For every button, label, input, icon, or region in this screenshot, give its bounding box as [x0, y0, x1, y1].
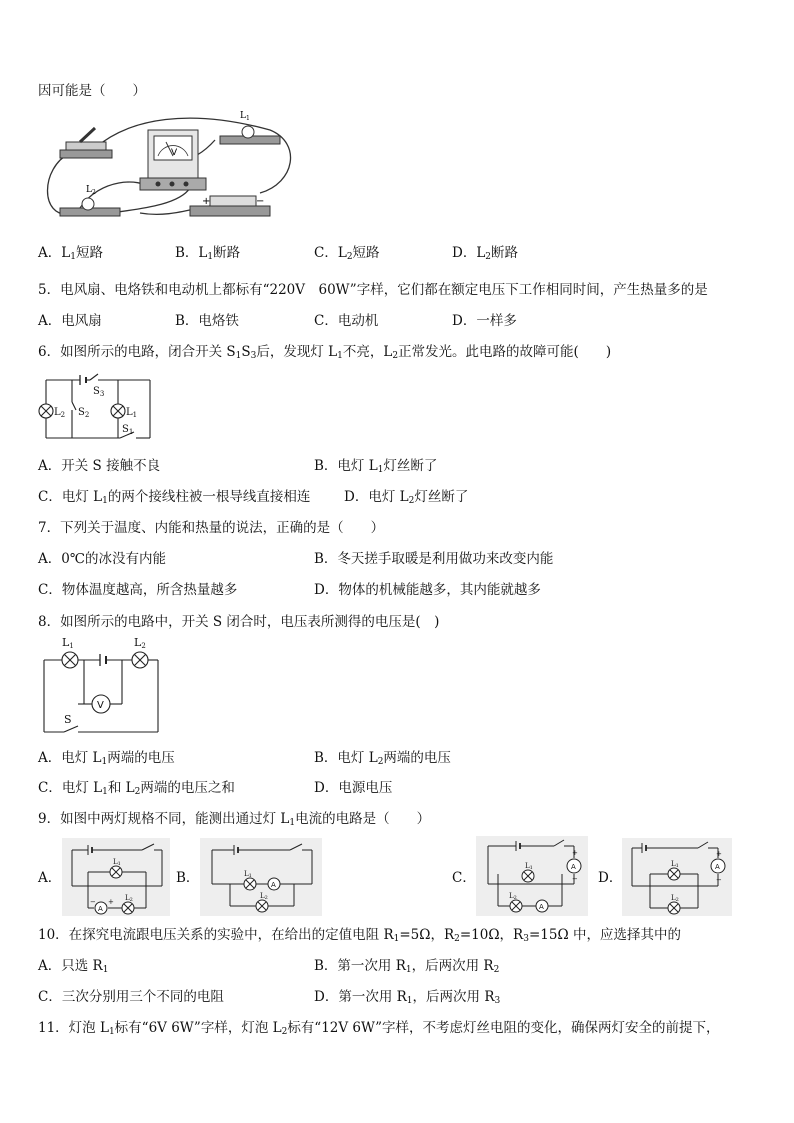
lamp-l1-symbol: [62, 652, 78, 668]
q7-option-b[interactable]: B．冬天搓手取暖是利用做功来改变内能: [314, 551, 554, 567]
svg-text:S2: $S_2$: [78, 407, 90, 419]
q8-option-c[interactable]: C．电灯 $L_1$和 $L_2$两端的电压之和: [38, 780, 235, 797]
q7-stem: 7．下列关于温度、内能和热量的说法，正确的是（ ）: [38, 520, 385, 536]
svg-text:A: A: [571, 863, 576, 871]
svg-text:L2: L2: [260, 892, 268, 901]
q8-circuit-diagram: [40, 636, 162, 742]
svg-text:L2: L2: [125, 894, 133, 903]
q5-option-d[interactable]: D．一样多: [452, 313, 517, 329]
q8-option-d[interactable]: D．电源电压: [314, 780, 393, 796]
q8-option-a[interactable]: A．电灯 $L_1$两端的电压: [38, 750, 175, 767]
lamp-l1-icon: [220, 111, 280, 144]
q10-stem: 10．在探究电流跟电压关系的实验中，在给出的定值电阻 $R_1=5\Omega$，$R_2=10\Omega$，$R_3=15\Omega$ 中，应选择其中的: [38, 927, 681, 944]
switch-icon: [60, 128, 112, 158]
q10-option-c[interactable]: C．三次分别用三个不同的电阻: [38, 989, 224, 1005]
q8-option-b[interactable]: B．电灯 $L_2$两端的电压: [314, 750, 451, 767]
q9-option-b-figure[interactable]: [200, 838, 322, 916]
svg-text:S3: $S_3$: [93, 386, 105, 398]
q4-option-a[interactable]: A．$L_1$短路: [38, 245, 103, 262]
svg-text:V: V: [97, 700, 104, 711]
svg-text:L1: L1: [525, 862, 533, 871]
q4-option-c[interactable]: C．$L_2$短路: [314, 245, 380, 262]
q4-circuit-figure: [40, 108, 300, 226]
svg-text:L1: L1: [671, 860, 679, 869]
q6-option-d[interactable]: D．电灯 $L_2$灯丝断了: [344, 489, 469, 506]
q6-option-a[interactable]: A．开关 S 接触不良: [38, 458, 161, 474]
q5-option-b[interactable]: B．电烙铁: [175, 313, 239, 329]
q10-option-d[interactable]: D．第一次用 $R_1$，后两次用 $R_3$: [314, 989, 501, 1006]
lamp-l1-symbol: [111, 404, 125, 418]
svg-text:A: A: [271, 881, 276, 889]
q5-option-c[interactable]: C．电动机: [314, 313, 379, 329]
svg-text:−: −: [572, 875, 578, 883]
svg-text:A: A: [98, 905, 103, 913]
svg-text:L1: L1: [244, 870, 252, 879]
svg-text:L1: L1: [113, 858, 121, 867]
q6-stem: 6．如图所示的电路，闭合开关 $S_1S_3$后，发现灯 $L_1$不亮，$L_2$正常发光。此电路的故障可能( ): [38, 344, 612, 361]
svg-text:L2: L2: [134, 636, 146, 650]
battery-icon: [190, 196, 270, 216]
q9-option-a-figure[interactable]: [62, 838, 170, 916]
svg-text:L2: L2: [671, 894, 679, 903]
voltmeter-icon: [140, 130, 206, 190]
q7-option-d[interactable]: D．物体的机械能越多，其内能就越多: [314, 582, 541, 598]
svg-text:−: −: [256, 196, 265, 207]
q9-option-d-figure[interactable]: [622, 838, 732, 916]
q7-option-c[interactable]: C．物体温度越高，所含热量越多: [38, 582, 238, 598]
q10-option-b[interactable]: B．第一次用 $R_1$，后两次用 $R_2$: [314, 958, 500, 975]
svg-text:S: S: [64, 713, 72, 726]
q5-stem: 5．电风扇、电烙铁和电动机上都标有“220V 60W”字样，它们都在额定电压下工作相同时间，产生热量多的是: [38, 282, 708, 298]
q11-stem: 11．灯泡 $L_1$标有“6V 6W”字样，灯泡 $L_2$标有“12V 6W”字样，不考虑灯丝电阻的变化，确保两灯安全的前提下，: [38, 1020, 720, 1037]
volt-label: V: [171, 148, 178, 158]
svg-text:+: +: [572, 849, 578, 857]
svg-text:+: +: [108, 898, 114, 906]
q9-option-c-label[interactable]: C．: [452, 870, 476, 886]
svg-text:L2: $L_2$: [86, 185, 96, 196]
q9-option-c-figure[interactable]: [476, 836, 588, 916]
svg-text:−: −: [716, 876, 722, 884]
q4-option-d[interactable]: D．$L_2$断路: [452, 245, 519, 262]
q4-stem-tail: 因可能是（ ）: [38, 83, 146, 99]
lamp-l2-symbol: [39, 404, 53, 418]
q9-option-b-label[interactable]: B．: [176, 870, 200, 886]
q5-option-a[interactable]: A．电风扇: [38, 313, 102, 329]
svg-text:S1: $S_1$: [122, 424, 134, 436]
q9-option-d-label[interactable]: D．: [598, 870, 623, 886]
svg-text:L1: $L_1$: [126, 407, 138, 419]
svg-text:L2: L2: [509, 892, 517, 901]
q6-circuit-diagram: [40, 372, 160, 444]
svg-text:A: A: [539, 903, 544, 911]
svg-text:L1: L1: [62, 636, 74, 650]
svg-text:A: A: [715, 863, 720, 871]
q8-stem: 8．如图所示的电路中，开关 S 闭合时，电压表所测得的电压是( ): [38, 614, 440, 630]
svg-text:+: +: [202, 196, 211, 207]
q4-option-b[interactable]: B．$L_1$断路: [175, 245, 241, 262]
q9-option-a-label[interactable]: A．: [38, 870, 62, 886]
lamp-l2-symbol: [132, 652, 148, 668]
q6-option-b[interactable]: B．电灯 $L_1$灯丝断了: [314, 458, 438, 475]
lamp-l2-icon: [60, 185, 120, 216]
svg-text:+: +: [716, 850, 722, 858]
q6-option-c[interactable]: C．电灯 $L_1$的两个接线柱被一根导线直接相连: [38, 489, 311, 506]
q10-option-a[interactable]: A．只选 $R_1$: [38, 958, 109, 975]
svg-text:−: −: [90, 898, 96, 906]
svg-text:L1: $L_1$: [240, 111, 250, 122]
svg-text:L2: $L_2$: [54, 407, 66, 419]
q9-stem: 9．如图中两灯规格不同，能测出通过灯 $L_1$电流的电路是（ ）: [38, 811, 431, 828]
q7-option-a[interactable]: A．0℃的冰没有内能: [38, 551, 166, 567]
